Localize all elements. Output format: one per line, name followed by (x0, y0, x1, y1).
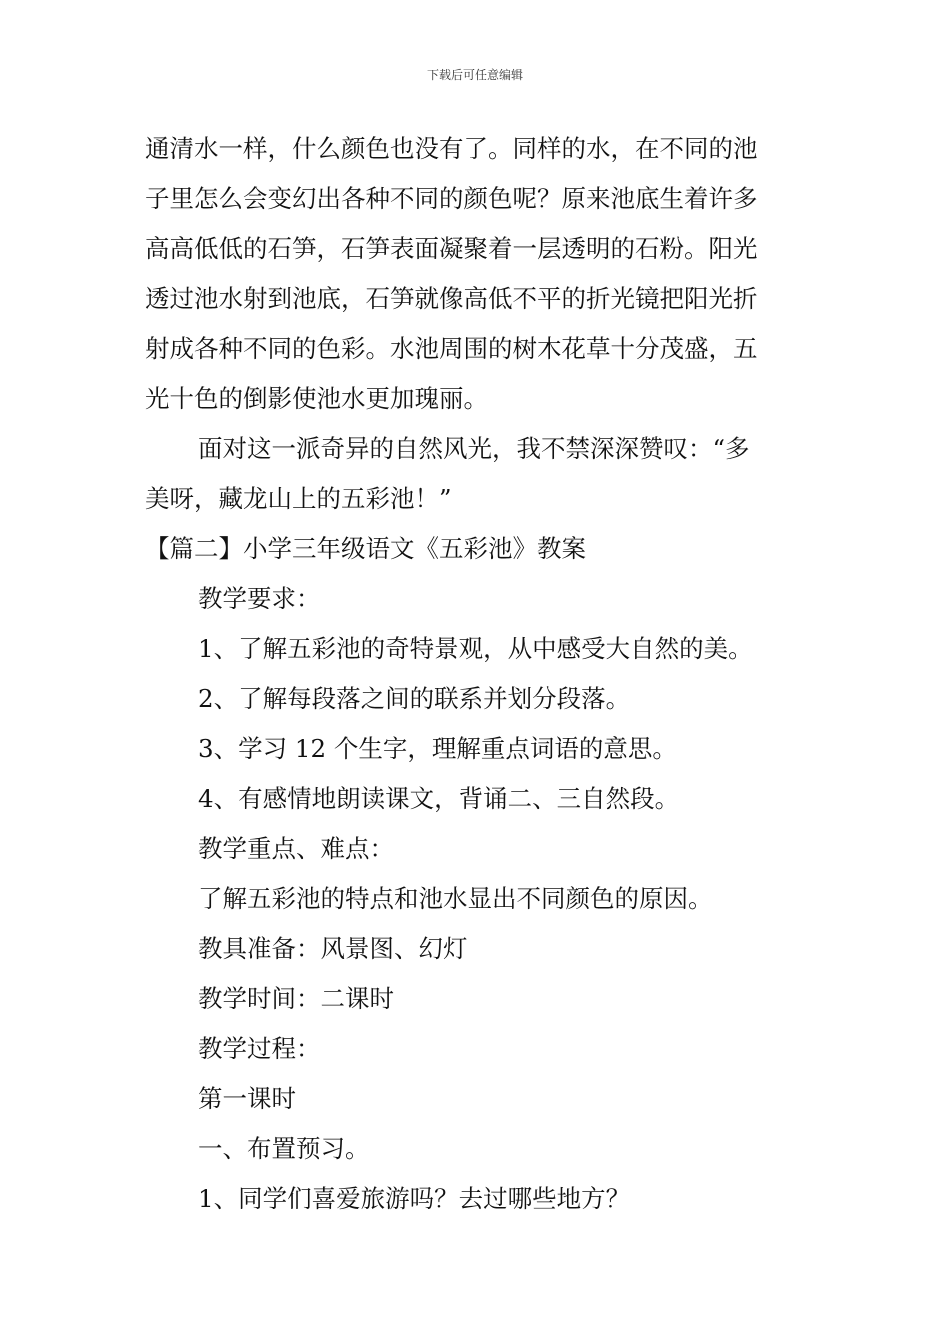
list-item: 教学时间：二课时 (198, 984, 394, 1013)
paragraph-2 (145, 424, 810, 524)
list-item: 4、有感情地朗读课文，背诵二、三自然段。 (198, 784, 680, 813)
page-header: 下载后可任意编辑 (426, 68, 523, 82)
list-item: 2、了解每段落之间的联系并划分段落。 (198, 684, 631, 713)
list-item: 教学重点、难点： (198, 834, 394, 863)
lesson-plan-list (145, 574, 810, 1224)
list-item: 一、布置预习。 (198, 1134, 370, 1163)
list-item: 第一课时 (198, 1084, 296, 1113)
section-heading: 【篇二】小学三年级语文《五彩池》教案 (145, 534, 586, 563)
list-item: 1、了解五彩池的奇特景观，从中感受大自然的美。 (198, 634, 753, 663)
paragraph-line: 高高低低的石笋，石笋表面凝聚着一层透明的石粉。阳光 (145, 234, 758, 263)
paragraph-line: 射成各种不同的色彩。水池周围的树木花草十分茂盛，五 (145, 334, 758, 363)
paragraph-line: 美呀，藏龙山上的五彩池！” (145, 484, 452, 513)
paragraph-line: 通清水一样，什么颜色也没有了。同样的水，在不同的池 (145, 134, 758, 163)
list-item: 教学过程： (198, 1034, 321, 1063)
document-body (145, 124, 810, 1224)
paragraph-line: 光十色的倒影使池水更加瑰丽。 (145, 384, 488, 413)
paragraph-1 (145, 124, 810, 424)
paragraph-line: 透过池水射到池底，石笋就像高低不平的折光镜把阳光折 (145, 284, 758, 313)
list-item: 教具准备：风景图、幻灯 (198, 934, 468, 963)
list-item: 教学要求： (198, 584, 321, 613)
list-item: 3、学习 12 个生字，理解重点词语的意思。 (198, 734, 677, 763)
paragraph-line: 面对这一派奇异的自然风光，我不禁深深赞叹：“多 (198, 434, 750, 463)
list-item: 了解五彩池的特点和池水显出不同颜色的原因。 (198, 884, 713, 913)
paragraph-line: 子里怎么会变幻出各种不同的颜色呢？原来池底生着许多 (145, 184, 758, 213)
list-item: 1、同学们喜爱旅游吗？去过哪些地方？ (198, 1184, 631, 1213)
